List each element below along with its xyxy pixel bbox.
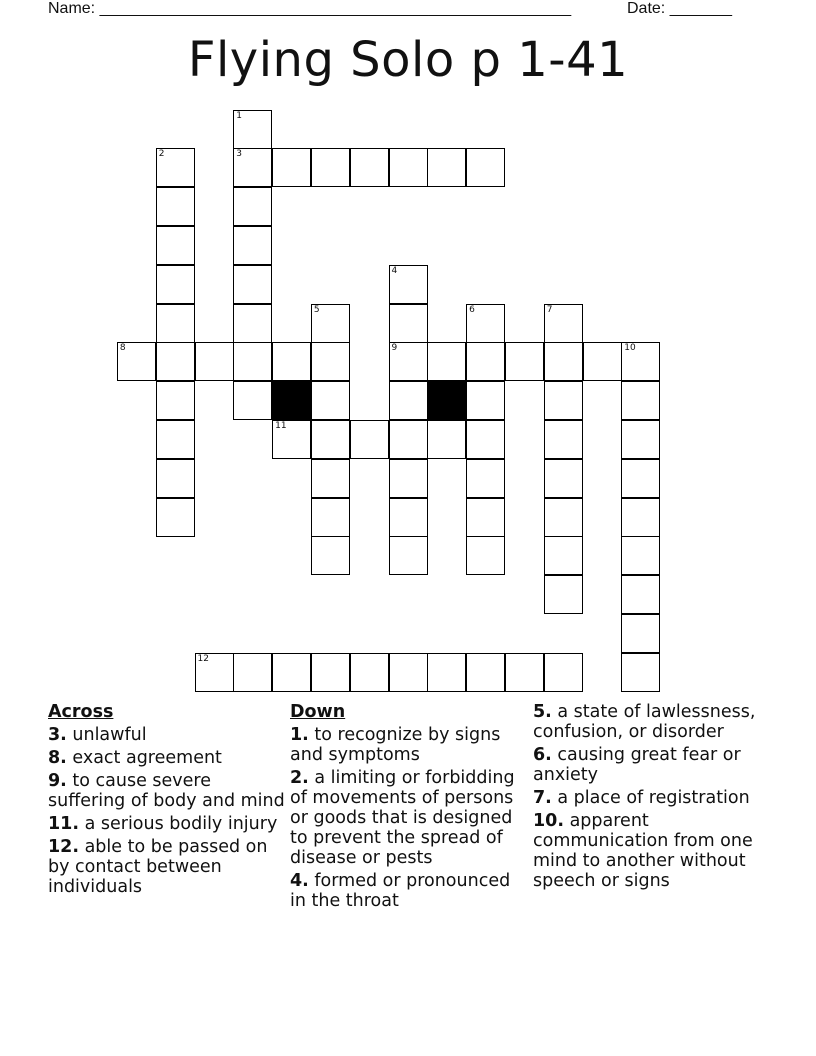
- grid-cell[interactable]: [389, 653, 428, 692]
- clue-item-number: 2.: [290, 768, 309, 788]
- grid-cell[interactable]: [621, 420, 660, 459]
- clue-item-number: 11.: [48, 814, 80, 834]
- grid-cell[interactable]: [544, 575, 583, 614]
- grid-cell[interactable]: [389, 420, 428, 459]
- grid-cell[interactable]: [156, 420, 195, 459]
- clue-number: 7: [546, 304, 553, 315]
- clue-number: 11: [275, 420, 287, 431]
- grid-cell[interactable]: [195, 342, 234, 381]
- grid-cell[interactable]: [233, 304, 272, 343]
- clue-item-number: 7.: [533, 788, 552, 808]
- clue-number: 10: [624, 343, 636, 354]
- clue-item: [290, 768, 526, 868]
- grid-cell[interactable]: [544, 420, 583, 459]
- grid-cell[interactable]: [156, 342, 195, 381]
- across-heading: Across: [48, 702, 114, 722]
- down-heading: Down: [290, 702, 346, 722]
- grid-cell[interactable]: [117, 342, 156, 381]
- grid-cell[interactable]: [233, 110, 272, 149]
- clue-item-text: a serious bodily injury: [79, 814, 278, 834]
- grid-cell[interactable]: [621, 575, 660, 614]
- grid-cell[interactable]: [466, 148, 505, 187]
- grid-cell[interactable]: [156, 459, 195, 498]
- clue-item: [48, 837, 288, 897]
- grid-cell[interactable]: [156, 381, 195, 420]
- grid-cell[interactable]: [389, 148, 428, 187]
- grid-cell[interactable]: [311, 653, 350, 692]
- grid-cell[interactable]: [466, 304, 505, 343]
- clue-number: 9: [391, 343, 398, 354]
- name-field: Name: _____________________________________________________: [48, 0, 572, 17]
- grid-cell[interactable]: [427, 653, 466, 692]
- date-field: Date: _______: [627, 0, 732, 17]
- clue-item-text: able to be passed on by contact between individuals: [48, 837, 268, 897]
- grid-cell[interactable]: [233, 381, 272, 420]
- grid-cell[interactable]: [505, 653, 544, 692]
- clue-item-text: to cause severe suffering of body and mind: [48, 771, 285, 811]
- grid-cell[interactable]: [272, 342, 311, 381]
- grid-cell[interactable]: [156, 304, 195, 343]
- clue-number: 6: [469, 304, 475, 315]
- down-clues-col2: [533, 702, 778, 894]
- grid-cell[interactable]: [233, 187, 272, 226]
- clue-item: [290, 725, 526, 765]
- grid-cell[interactable]: [233, 342, 272, 381]
- grid-cell[interactable]: [350, 420, 389, 459]
- grid-cell[interactable]: [544, 381, 583, 420]
- grid-cell[interactable]: [544, 342, 583, 381]
- grid-cell[interactable]: [311, 304, 350, 343]
- grid-cell[interactable]: [350, 653, 389, 692]
- grid-cell[interactable]: [544, 653, 583, 692]
- grid-block: [272, 381, 311, 420]
- grid-cell[interactable]: [621, 342, 660, 381]
- grid-cell[interactable]: [156, 265, 195, 304]
- grid-cell[interactable]: [621, 459, 660, 498]
- clue-item-number: 9.: [48, 771, 67, 791]
- down-clues-col1: [290, 702, 526, 914]
- grid-cell[interactable]: [156, 226, 195, 265]
- clue-number: 8: [119, 343, 126, 354]
- grid-cell[interactable]: [466, 381, 505, 420]
- clue-item: [533, 702, 778, 742]
- grid-cell[interactable]: [621, 498, 660, 537]
- grid-cell[interactable]: [233, 653, 272, 692]
- clue-item: [48, 748, 288, 768]
- grid-cell[interactable]: [272, 420, 311, 459]
- grid-cell[interactable]: [233, 226, 272, 265]
- clue-number: 12: [197, 653, 209, 664]
- clue-item-number: 6.: [533, 745, 552, 765]
- clue-number: 1: [236, 110, 243, 121]
- grid-cell[interactable]: [350, 148, 389, 187]
- grid-cell[interactable]: [389, 536, 428, 575]
- grid-cell[interactable]: [389, 381, 428, 420]
- grid-cell[interactable]: [311, 420, 350, 459]
- grid-cell[interactable]: [389, 265, 428, 304]
- grid-cell[interactable]: [466, 536, 505, 575]
- grid-cell[interactable]: [311, 148, 350, 187]
- clue-item-text: a place of registration: [551, 788, 750, 808]
- grid-cell[interactable]: [156, 187, 195, 226]
- clue-item-number: 1.: [290, 725, 309, 745]
- grid-cell[interactable]: [544, 459, 583, 498]
- grid-cell[interactable]: [621, 381, 660, 420]
- clue-number: 2: [158, 149, 165, 160]
- across-clues: [48, 702, 288, 900]
- grid-block: [427, 381, 466, 420]
- grid-cell[interactable]: [544, 304, 583, 343]
- grid-cell[interactable]: [583, 342, 622, 381]
- clue-item-number: 5.: [533, 702, 552, 722]
- grid-cell[interactable]: [156, 148, 195, 187]
- clue-item-text: a limiting or forbidding of movements of persons or goods that is designed to prevent the spread of disease or pests: [290, 768, 515, 868]
- clue-number: 4: [391, 265, 398, 276]
- clue-number: 3: [236, 149, 243, 160]
- clue-number: 5: [313, 304, 320, 315]
- grid-cell[interactable]: [272, 653, 311, 692]
- grid-cell[interactable]: [389, 304, 428, 343]
- clue-item-text: unlawful: [66, 725, 147, 745]
- clue-item-number: 10.: [533, 811, 565, 831]
- clue-item: [290, 871, 526, 911]
- clue-item-number: 4.: [290, 871, 309, 891]
- clue-item-text: a state of lawlessness, confusion, or disorder: [533, 702, 756, 742]
- grid-cell[interactable]: [544, 498, 583, 537]
- grid-cell[interactable]: [311, 459, 350, 498]
- clue-item: [48, 771, 288, 811]
- clue-item-text: causing great fear or anxiety: [533, 745, 741, 785]
- grid-cell[interactable]: [311, 536, 350, 575]
- clue-item: [533, 745, 778, 785]
- grid-cell[interactable]: [233, 148, 272, 187]
- grid-cell[interactable]: [427, 148, 466, 187]
- clue-item-text: to recognize by signs and symptoms: [290, 725, 501, 765]
- grid-cell[interactable]: [389, 498, 428, 537]
- grid-cell[interactable]: [544, 536, 583, 575]
- grid-cell[interactable]: [156, 498, 195, 537]
- puzzle-title: Flying Solo p 1-41: [187, 32, 629, 88]
- grid-cell[interactable]: [466, 342, 505, 381]
- grid-cell[interactable]: [466, 653, 505, 692]
- grid-cell[interactable]: [311, 498, 350, 537]
- grid-cell[interactable]: [466, 420, 505, 459]
- grid-cell[interactable]: [195, 653, 234, 692]
- grid-cell[interactable]: [311, 342, 350, 381]
- grid-cell[interactable]: [621, 653, 660, 692]
- grid-cell[interactable]: [389, 459, 428, 498]
- clue-item: [48, 725, 288, 745]
- clue-item-number: 8.: [48, 748, 67, 768]
- clue-item-text: apparent communication from one mind to another without speech or signs: [533, 811, 753, 891]
- grid-cell[interactable]: [233, 265, 272, 304]
- grid-cell[interactable]: [427, 420, 466, 459]
- grid-cell[interactable]: [505, 342, 544, 381]
- clue-item-number: 12.: [48, 837, 80, 857]
- clue-item-number: 3.: [48, 725, 67, 745]
- clue-item: [48, 814, 288, 834]
- clue-item: [533, 811, 778, 891]
- clue-item: [533, 788, 778, 808]
- grid-cell[interactable]: [621, 536, 660, 575]
- grid-cell[interactable]: [466, 459, 505, 498]
- grid-cell[interactable]: [427, 342, 466, 381]
- grid-cell[interactable]: [466, 498, 505, 537]
- grid-cell[interactable]: [272, 148, 311, 187]
- clue-item-text: formed or pronounced in the throat: [290, 871, 511, 911]
- grid-cell[interactable]: [621, 614, 660, 653]
- grid-cell[interactable]: [389, 342, 428, 381]
- clue-item-text: exact agreement: [66, 748, 222, 768]
- grid-cell[interactable]: [311, 381, 350, 420]
